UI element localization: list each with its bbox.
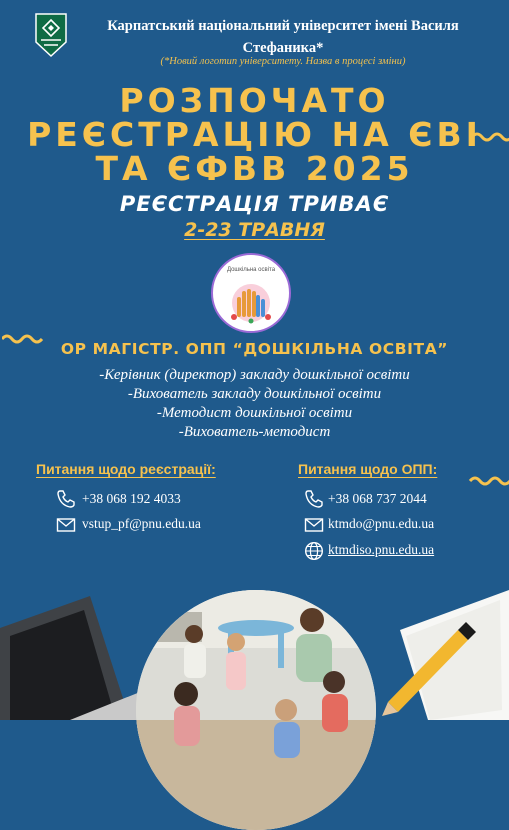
university-name: Карпатський національний університет імені Василя Стефаника* (107, 18, 459, 56)
headline-line-3: ТА ЄФВВ 2025 (95, 149, 414, 188)
classroom-photo (136, 590, 376, 830)
mail-icon (304, 515, 324, 535)
paper-and-pencil (370, 590, 509, 720)
badge-label: Дошкільна освіта (226, 267, 276, 273)
program-website-link[interactable]: ktmdiso.pnu.edu.ua (328, 542, 435, 557)
role-item: -Вихователь закладу дошкільної освіти (127, 386, 382, 402)
university-logo (34, 12, 68, 58)
role-item: -Методист дошкільної освіти (156, 405, 353, 421)
registration-dates: 2-23 ТРАВНЯ (184, 219, 325, 241)
registration-email[interactable]: vstup_pf@pnu.edu.ua (82, 516, 201, 531)
role-item: -Вихователь-методист (178, 424, 331, 440)
wave-decoration (470, 128, 509, 142)
registration-contacts-title: Питання щодо реєстрації: (36, 461, 216, 477)
program-email[interactable]: ktmdo@pnu.edu.ua (328, 516, 435, 531)
logo-note: (*Новий логотип університету. Назва в процесі зміни) (160, 56, 406, 67)
program-contacts-title: Питання щодо ОПП: (298, 461, 438, 477)
wave-decoration (468, 472, 509, 486)
program-title: ОР МАГІСТР. ОПП “ДОШКІЛЬНА ОСВІТА” (60, 340, 449, 358)
globe-icon (304, 541, 324, 561)
role-item: -Керівник (директор) закладу дошкільної освіти (99, 367, 410, 383)
phone-icon (304, 489, 324, 509)
registration-status: РЕЄСТРАЦІЯ ТРИВАЄ (119, 192, 390, 216)
registration-phone[interactable]: +38 068 192 4033 (82, 491, 181, 506)
program-badge (211, 253, 291, 333)
mail-icon (56, 515, 76, 535)
headline-line-1: РОЗПОЧАТО (119, 81, 390, 120)
hands-emblem-icon (225, 277, 277, 325)
phone-icon (56, 489, 76, 509)
program-phone[interactable]: +38 068 737 2044 (328, 491, 427, 506)
headline-line-2: РЕЄСТРАЦІЮ НА ЄВІ (27, 115, 482, 154)
